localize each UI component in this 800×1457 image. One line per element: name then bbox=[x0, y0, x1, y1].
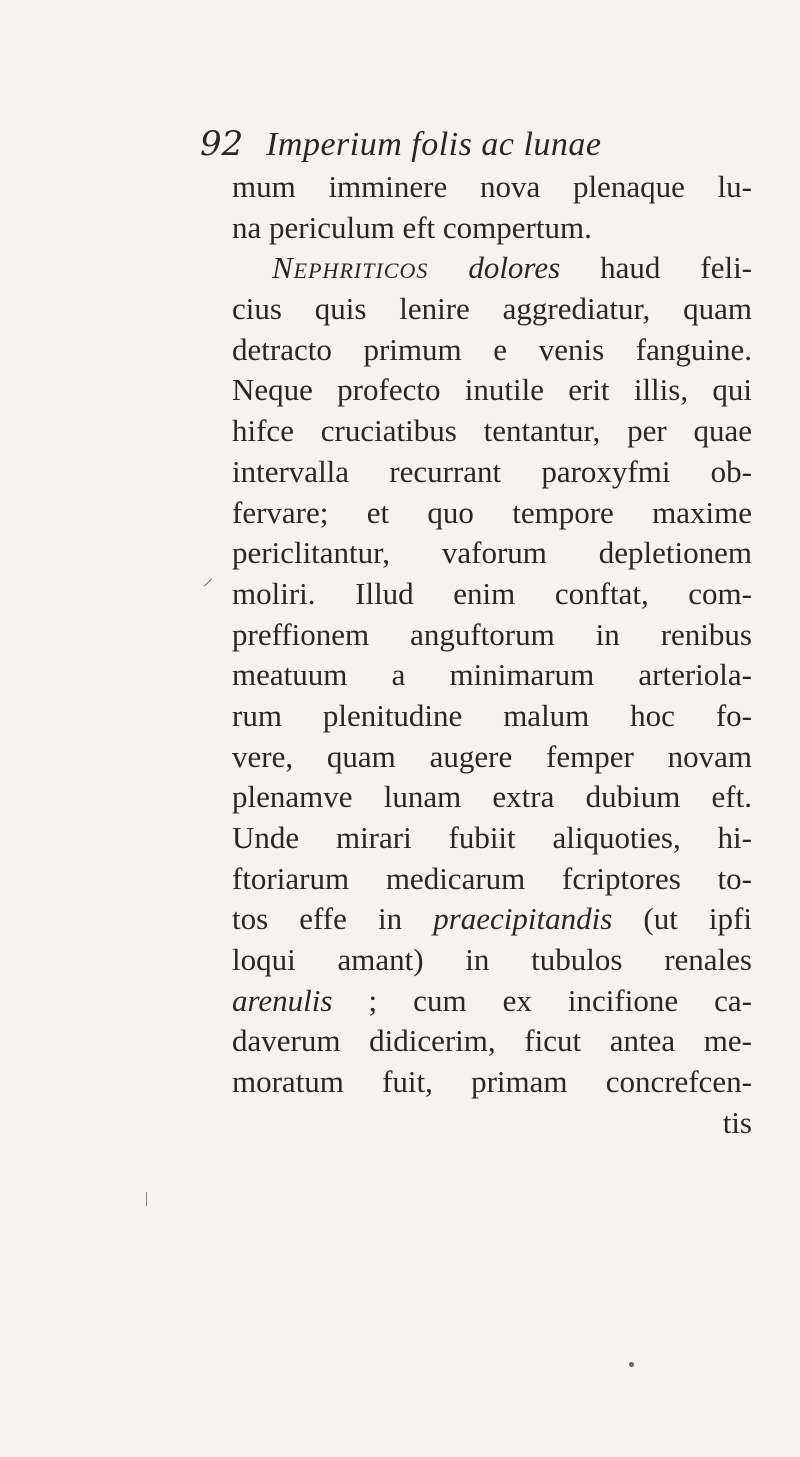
text-line: ftoriarum medicarum fcriptores to- bbox=[232, 860, 752, 896]
text-line: rum plenitudine malum hoc fo- bbox=[232, 697, 752, 733]
text-line: preffionem anguftorum in renibus bbox=[232, 616, 752, 652]
margin-mark bbox=[204, 579, 212, 587]
text-fragment: haud feli- bbox=[560, 250, 752, 286]
text-line: detracto primum e venis fanguine. bbox=[232, 331, 752, 367]
text-line: intervalla recurrant paroxyfmi ob- bbox=[232, 453, 752, 489]
page-number: 92 bbox=[200, 124, 244, 164]
text-fragment: tos effe in bbox=[232, 901, 434, 937]
text-line: plenamve lunam extra dubium eft. bbox=[232, 779, 752, 815]
text-line: Neque profecto inutile erit illis, qui bbox=[232, 372, 752, 408]
text-fragment: ; cum ex incifione ca- bbox=[332, 982, 752, 1018]
text-line bbox=[232, 981, 752, 1022]
paragraph-lead-word: Nephriticos bbox=[272, 250, 429, 286]
text-fragment: (ut ipfi bbox=[612, 901, 752, 937]
text-line: mum imminere nova plenaque lu- bbox=[232, 169, 752, 204]
text-line: meatuum a minimarum arteriola- bbox=[232, 657, 752, 693]
text-line: na periculum eft compertum. bbox=[232, 209, 592, 245]
text-line: hifce cruciatibus tentantur, per quae bbox=[232, 413, 752, 449]
text-line: cius quis lenire aggrediatur, quam bbox=[232, 291, 752, 327]
italic-word: arenulis bbox=[232, 982, 333, 1018]
italic-word: praecipitandis bbox=[433, 901, 613, 937]
catchword: tis bbox=[722, 1104, 752, 1140]
text-line: loqui amant) in tubulos renales bbox=[232, 942, 752, 978]
text-line: daverum didicerim, ficut antea me- bbox=[232, 1023, 752, 1059]
margin-mark bbox=[146, 1192, 147, 1206]
text-line: vere, quam augere femper novam bbox=[232, 738, 752, 774]
italic-word: dolores bbox=[468, 250, 561, 286]
page-header bbox=[200, 124, 601, 165]
running-title: Imperium folis ac lunae bbox=[266, 126, 602, 163]
text-line bbox=[232, 248, 752, 289]
text-line: periclitantur, vaforum depletionem bbox=[232, 535, 752, 571]
text-line: Unde mirari fubiit aliquoties, hi- bbox=[232, 820, 752, 855]
main-text bbox=[232, 167, 752, 1144]
text-line: fervare; et quo tempore maxime bbox=[232, 494, 752, 530]
text-line bbox=[232, 899, 752, 940]
ink-speck bbox=[629, 1362, 634, 1367]
text-line: moliri. Illud enim conftat, com- bbox=[232, 575, 752, 611]
text-line: moratum fuit, primam concrefcen- bbox=[232, 1064, 752, 1100]
